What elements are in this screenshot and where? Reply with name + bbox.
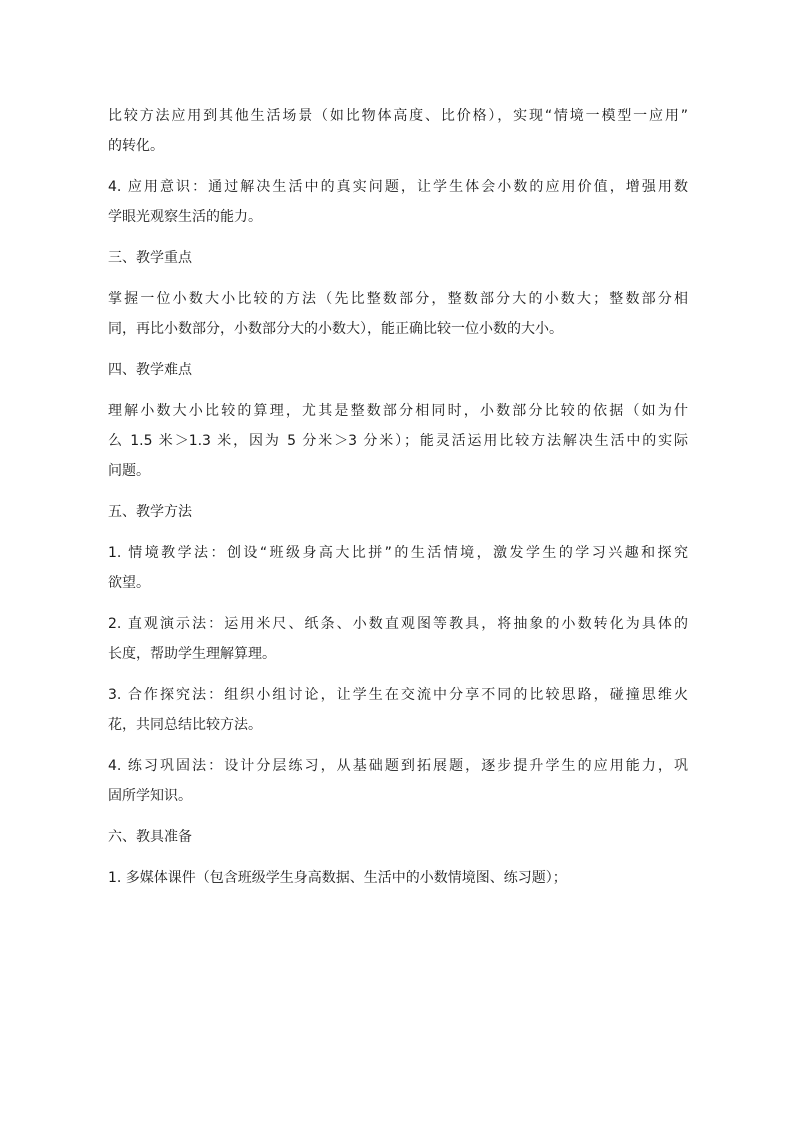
section-heading-key-points [108, 243, 688, 273]
paragraph-line: 么 1.5 米＞1.3 米，因为 5 分米＞3 分米）；能灵活运用比较方法解决生活中的实际 [108, 433, 688, 449]
section-heading: 四、教学难点 [108, 362, 192, 378]
section-heading: 三、教学重点 [108, 250, 192, 266]
paragraph-line: 同，再比小数部分，小数部分大的小数大），能正确比较一位小数的大小。 [108, 321, 563, 337]
paragraph-line: 固所学知识。 [108, 788, 192, 804]
paragraph-line: 欲望。 [108, 575, 150, 591]
paragraph-line: 1. 情境教学法：创设“班级身高大比拼”的生活情境，激发学生的学习兴趣和探究 [108, 545, 688, 561]
paragraph-line: 理解小数大小比较的算理，尤其是整数部分相同时，小数部分比较的依据（如为什 [108, 403, 688, 419]
materials-item-1 [108, 863, 688, 893]
section-heading-materials [108, 822, 688, 852]
paragraph-line: 掌握一位小数大小比较的方法（先比整数部分，整数部分大的小数大；整数部分相 [108, 291, 688, 307]
method-1-situational [108, 538, 688, 598]
paragraph-line: 4. 练习巩固法：设计分层练习，从基础题到拓展题，逐步提升学生的应用能力，巩 [108, 758, 688, 774]
key-points-paragraph [108, 284, 688, 344]
paragraph-line: 问题。 [108, 463, 150, 479]
method-4-practice [108, 751, 688, 811]
section-heading-methods [108, 497, 688, 527]
paragraph-line: 4. 应用意识：通过解决生活中的真实问题，让学生体会小数的应用价值，增强用数 [108, 179, 688, 195]
paragraph-line: 的转化。 [108, 138, 164, 154]
section-heading: 五、教学方法 [108, 504, 192, 520]
paragraph-line: 长度，帮助学生理解算理。 [108, 646, 276, 662]
paragraph-line: 花，共同总结比较方法。 [108, 717, 262, 733]
objective-4-application [108, 172, 688, 232]
paragraph-line: 1. 多媒体课件（包含班级学生身高数据、生活中的小数情境图、练习题）； [108, 870, 567, 886]
difficulties-paragraph [108, 396, 688, 486]
method-3-cooperative [108, 680, 688, 740]
method-2-demonstration [108, 609, 688, 669]
objectives-continuation [108, 101, 688, 161]
document-body [108, 101, 688, 893]
paragraph-line: 3. 合作探究法：组织小组讨论，让学生在交流中分享不同的比较思路，碰撞思维火 [108, 687, 688, 703]
section-heading: 六、教具准备 [108, 829, 192, 845]
paragraph-line: 比较方法应用到其他生活场景（如比物体高度、比价格），实现“情境一模型一应用” [108, 108, 688, 124]
section-heading-difficulties [108, 355, 688, 385]
paragraph-line: 2. 直观演示法：运用米尺、纸条、小数直观图等教具，将抽象的小数转化为具体的 [108, 616, 688, 632]
paragraph-line: 学眼光观察生活的能力。 [108, 209, 262, 225]
